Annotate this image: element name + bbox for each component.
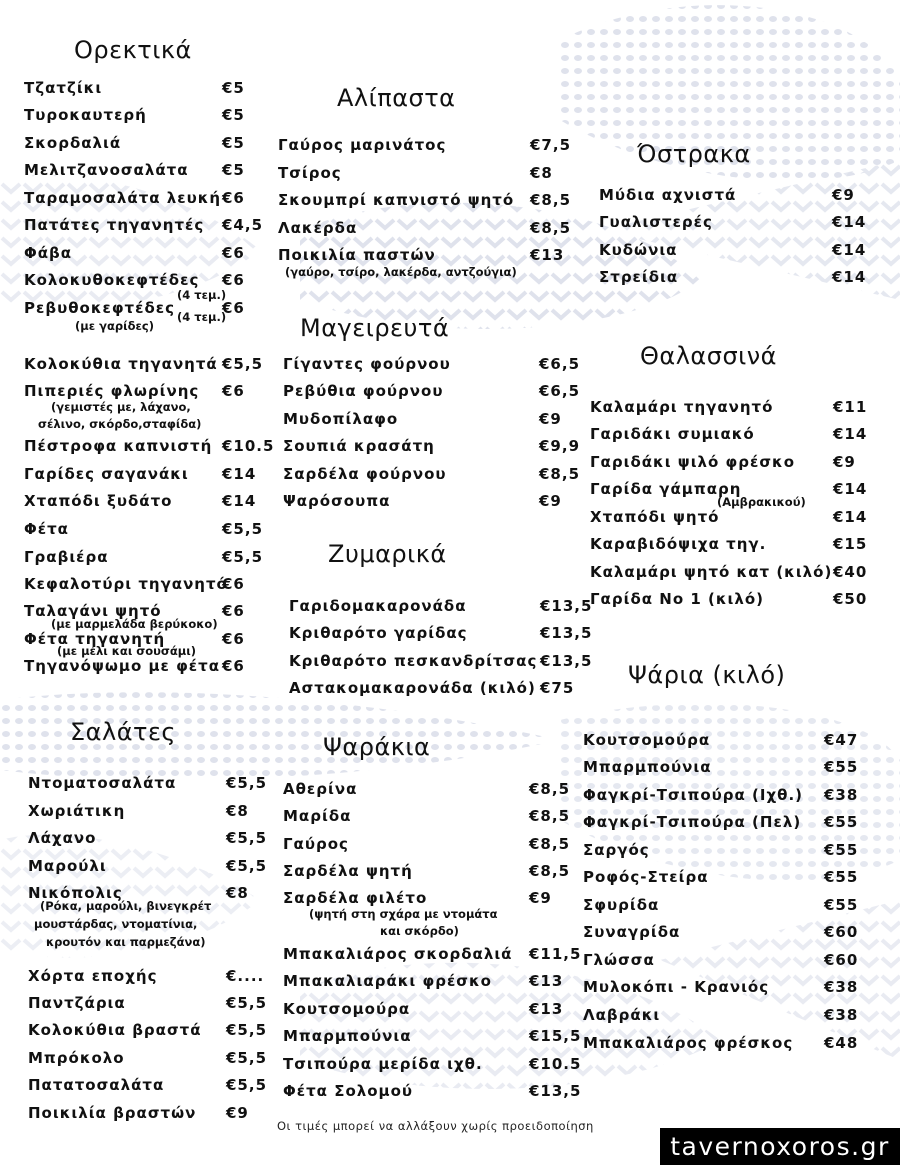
item-price: €6 bbox=[222, 244, 245, 262]
item-note: και σκόρδο) bbox=[380, 924, 459, 938]
item-price: €8,5 bbox=[529, 835, 571, 853]
item-name: Σουπιά κρασάτη bbox=[283, 437, 435, 455]
item-price: €8,5 bbox=[529, 807, 571, 825]
item-name: Γαρίδες σαγανάκι bbox=[24, 465, 189, 483]
item-name: Κριθαρότο γαρίδας bbox=[289, 624, 468, 642]
item-name: Γυαλιστερές bbox=[599, 213, 713, 231]
item-price: €38 bbox=[824, 786, 859, 804]
item-name: Σφυρίδα bbox=[583, 896, 660, 914]
item-name: Μαρίδα bbox=[283, 807, 352, 825]
item-note: (4 τεμ.) bbox=[177, 310, 227, 324]
menu-item bbox=[24, 465, 274, 485]
menu-item bbox=[24, 216, 264, 236]
menu-item bbox=[590, 590, 868, 610]
item-name: Λάχανο bbox=[28, 829, 97, 847]
item-price: €9 bbox=[833, 453, 856, 471]
menu-item bbox=[283, 889, 583, 909]
item-name: Μπακαλιάρος φρέσκος bbox=[583, 1034, 794, 1052]
item-name: Φαγκρί-Τσιπούρα (Πελ) bbox=[583, 813, 802, 831]
item-name: Κουτσομούρα bbox=[283, 1000, 411, 1018]
item-price: €7,5 bbox=[530, 136, 572, 154]
item-name: Γαύρος bbox=[283, 835, 349, 853]
menu-item bbox=[590, 508, 868, 528]
item-price: €13,5 bbox=[540, 597, 593, 615]
item-name: Ποικιλία βραστών bbox=[28, 1104, 197, 1122]
item-name: Φέτα τηγανητή bbox=[24, 630, 166, 648]
item-price: €11,5 bbox=[529, 945, 582, 963]
item-name: Μύδια αχνιστά bbox=[599, 186, 737, 204]
menu-item bbox=[590, 425, 868, 445]
item-name: Σαρδέλα ψητή bbox=[283, 862, 413, 880]
menu-item bbox=[24, 134, 254, 154]
item-price: €5 bbox=[222, 134, 245, 152]
item-name: Κολοκύθια τηγανητά bbox=[24, 355, 218, 373]
item-price: €8,5 bbox=[529, 780, 571, 798]
menu-item bbox=[28, 857, 268, 877]
item-name: Χωριάτικη bbox=[28, 802, 126, 820]
item-note: μουστάρδας, ντοματίνια, bbox=[34, 917, 198, 931]
item-price: €55 bbox=[824, 841, 859, 859]
menu-item bbox=[283, 355, 583, 375]
menu-item bbox=[278, 219, 578, 239]
section-title-psarakia: Ψαράκια bbox=[323, 733, 431, 761]
item-price: €15 bbox=[833, 535, 868, 553]
item-price: €48 bbox=[824, 1034, 859, 1052]
menu-item bbox=[24, 548, 274, 568]
menu-item bbox=[599, 268, 869, 288]
item-price: €13 bbox=[530, 246, 565, 264]
item-price: €10.5 bbox=[529, 1055, 582, 1073]
item-name: Μυδοπίλαφο bbox=[283, 410, 399, 428]
menu-item bbox=[583, 1006, 873, 1026]
menu-item bbox=[278, 136, 578, 156]
item-price: €9 bbox=[539, 410, 562, 428]
menu-item bbox=[289, 624, 593, 644]
item-name: Μπρόκολο bbox=[28, 1049, 125, 1067]
item-price: €10.5 bbox=[222, 437, 275, 455]
item-note: (Ρόκα, μαρούλι, βινεγκρέτ bbox=[40, 899, 212, 913]
item-note: (γεμιστές με, λάχανο, bbox=[51, 400, 191, 414]
item-name: Χταπόδι ξυδάτο bbox=[24, 492, 173, 510]
item-name: Τηγανόψωμο με φέτα bbox=[24, 657, 221, 675]
item-price: €5 bbox=[222, 106, 245, 124]
item-price: €6 bbox=[222, 189, 245, 207]
item-price: €15,5 bbox=[529, 1027, 582, 1045]
menu-item bbox=[599, 241, 869, 261]
item-name: Χταπόδι ψητό bbox=[590, 508, 720, 526]
item-name: Στρείδια bbox=[599, 268, 679, 286]
item-price: €38 bbox=[824, 1006, 859, 1024]
menu-item bbox=[283, 807, 583, 827]
menu-item bbox=[28, 829, 268, 849]
menu-item bbox=[24, 657, 274, 677]
item-name: Ταλαγάνι ψητό bbox=[24, 602, 162, 620]
item-price: €6 bbox=[222, 602, 245, 620]
item-price: €8 bbox=[226, 802, 249, 820]
item-name: Γλώσσα bbox=[583, 951, 655, 969]
item-note: (με γαρίδες) bbox=[75, 319, 154, 333]
item-price: €5 bbox=[222, 79, 245, 97]
menu-item bbox=[24, 244, 254, 264]
menu-item bbox=[28, 1076, 268, 1096]
item-name: Παντζάρια bbox=[28, 994, 126, 1012]
item-name: Κουτσομούρα bbox=[583, 731, 711, 749]
item-price: €8,5 bbox=[529, 862, 571, 880]
menu-item bbox=[583, 813, 873, 833]
item-price: €40 bbox=[833, 563, 868, 581]
menu-item bbox=[583, 1034, 873, 1054]
menu-item bbox=[283, 862, 583, 882]
menu-item bbox=[599, 213, 869, 233]
item-price: €9 bbox=[832, 186, 855, 204]
menu-item bbox=[24, 575, 274, 595]
item-price: €14 bbox=[833, 425, 868, 443]
section-title-psaria: Ψάρια (κιλό) bbox=[628, 661, 786, 689]
section-title-thalassina: Θαλασσινά bbox=[640, 342, 778, 370]
menu-item bbox=[283, 1000, 583, 1020]
item-name: Κολοκυθοκεφτέδες bbox=[24, 271, 200, 289]
item-name: Αστακομακαρονάδα (κιλό) bbox=[289, 679, 536, 697]
item-name: Πατάτες τηγανητές bbox=[24, 216, 205, 234]
menu-item bbox=[24, 79, 254, 99]
item-name: Λαβράκι bbox=[583, 1006, 661, 1024]
item-price: €9 bbox=[226, 1104, 249, 1122]
menu-item bbox=[289, 597, 593, 617]
item-price: €5,5 bbox=[222, 355, 264, 373]
item-note: (4 τεμ.) bbox=[177, 288, 227, 302]
item-name: Πέστροφα καπνιστή bbox=[24, 437, 213, 455]
menu-item bbox=[283, 410, 583, 430]
item-name: Κολοκύθια βραστά bbox=[28, 1021, 202, 1039]
item-name: Γαρίδα γάμπαρη bbox=[590, 480, 742, 498]
menu-item bbox=[278, 164, 578, 184]
item-name: Λακέρδα bbox=[278, 219, 358, 237]
item-name: Μυλοκόπι - Κρανιός bbox=[583, 978, 770, 996]
item-price: €8,5 bbox=[530, 191, 572, 209]
item-price: €13,5 bbox=[540, 624, 593, 642]
menu-item bbox=[283, 437, 583, 457]
menu-item bbox=[583, 758, 873, 778]
item-price: €13,5 bbox=[540, 652, 593, 670]
section-title-alipasta: Αλίπαστα bbox=[337, 84, 456, 112]
item-price: €8,5 bbox=[539, 465, 581, 483]
item-price: €6 bbox=[222, 657, 245, 675]
menu-item bbox=[583, 841, 873, 861]
item-name: Ντοματοσαλάτα bbox=[28, 774, 177, 792]
item-price: €8 bbox=[226, 884, 249, 902]
item-name: Μελιτζανοσαλάτα bbox=[24, 161, 189, 179]
item-name: Καραβιδόψιχα τηγ. bbox=[590, 535, 767, 553]
menu-item bbox=[283, 780, 583, 800]
menu-item bbox=[289, 679, 589, 699]
item-name: Κεφαλοτύρι τηγανητό bbox=[24, 575, 228, 593]
item-name: Σαρδέλα φούρνου bbox=[283, 465, 447, 483]
item-name: Ποικιλία παστών bbox=[278, 246, 436, 264]
item-price: €5,5 bbox=[222, 548, 264, 566]
item-name: Σαρδέλα φιλέτο bbox=[283, 889, 428, 907]
item-note: (με μαρμελάδα βερύκοκο) bbox=[51, 617, 218, 631]
item-name: Πιπεριές φλωρίνης bbox=[24, 382, 200, 400]
item-price: €75 bbox=[540, 679, 575, 697]
item-name: Ροφός-Στείρα bbox=[583, 868, 709, 886]
menu-item bbox=[283, 382, 583, 402]
item-name: Τζατζίκι bbox=[24, 79, 103, 97]
item-name: Μπαρμπούνια bbox=[583, 758, 712, 776]
menu-item bbox=[283, 465, 583, 485]
item-price: €.... bbox=[226, 967, 265, 985]
item-name: Σκουμπρί καπνιστό ψητό bbox=[278, 191, 515, 209]
menu-item bbox=[289, 652, 593, 672]
item-note: (ψητή στη σχάρα με ντομάτα bbox=[309, 907, 498, 921]
item-price: €5,5 bbox=[226, 1049, 268, 1067]
item-name: Μπακαλιάρος σκορδαλιά bbox=[283, 945, 513, 963]
item-price: €5,5 bbox=[226, 1021, 268, 1039]
item-price: €5,5 bbox=[226, 857, 268, 875]
item-price: €9 bbox=[539, 492, 562, 510]
section-title-salates: Σαλάτες bbox=[70, 718, 177, 746]
menu-item bbox=[599, 186, 869, 206]
menu-item bbox=[24, 355, 274, 375]
item-price: €50 bbox=[833, 590, 868, 608]
menu-item bbox=[283, 945, 593, 965]
menu-item bbox=[283, 1055, 593, 1075]
item-name: Χόρτα εποχής bbox=[28, 967, 158, 985]
item-name: Καλαμάρι ψητό κατ (κιλό) bbox=[590, 563, 833, 581]
item-price: €6 bbox=[222, 299, 245, 317]
menu-item bbox=[590, 398, 868, 418]
item-name: Συναγρίδα bbox=[583, 923, 681, 941]
item-price: €55 bbox=[824, 868, 859, 886]
item-name: Φαγκρί-Τσιπούρα (Ιχθ.) bbox=[583, 786, 804, 804]
menu-item bbox=[24, 520, 274, 540]
menu-item bbox=[28, 802, 268, 822]
item-price: €5,5 bbox=[222, 520, 264, 538]
item-price: €6 bbox=[222, 630, 245, 648]
item-price: €6 bbox=[222, 575, 245, 593]
menu-item bbox=[28, 1021, 268, 1041]
menu-item bbox=[278, 246, 578, 266]
item-name: Γαύρος μαρινάτος bbox=[278, 136, 447, 154]
menu-item bbox=[590, 453, 865, 473]
item-name: Φέτα Σολομού bbox=[283, 1082, 414, 1100]
item-name: Σαργός bbox=[583, 841, 650, 859]
item-price: €8 bbox=[530, 164, 553, 182]
item-price: €9,9 bbox=[539, 437, 581, 455]
item-price: €5,5 bbox=[226, 829, 268, 847]
menu-item bbox=[583, 731, 873, 751]
section-title-zymarika: Ζυμαρικά bbox=[328, 540, 447, 568]
item-name: Γίγαντες φούρνου bbox=[283, 355, 451, 373]
item-price: €6,5 bbox=[539, 355, 581, 373]
item-name: Πατατοσαλάτα bbox=[28, 1076, 165, 1094]
item-price: €13 bbox=[529, 972, 564, 990]
item-price: €14 bbox=[833, 508, 868, 526]
website-badge: tavernoxoros.gr bbox=[660, 1128, 900, 1165]
item-name: Φέτα bbox=[24, 520, 69, 538]
item-price: €6 bbox=[222, 382, 245, 400]
item-price: €55 bbox=[824, 896, 859, 914]
item-price: €14 bbox=[832, 268, 867, 286]
item-note: κρουτόν και παρμεζάνα) bbox=[46, 935, 206, 949]
item-name: Κριθαρότο πεσκανδρίτσας bbox=[289, 652, 538, 670]
menu-item bbox=[590, 563, 868, 583]
menu-item bbox=[583, 868, 873, 888]
item-price: €6,5 bbox=[539, 382, 581, 400]
item-price: €5,5 bbox=[226, 774, 268, 792]
menu-item bbox=[24, 492, 274, 512]
item-name: Μπακαλιαράκι φρέσκο bbox=[283, 972, 492, 990]
item-price: €11 bbox=[833, 398, 868, 416]
item-price: €9 bbox=[529, 889, 552, 907]
item-note: (με μέλι και σουσάμι) bbox=[57, 644, 196, 658]
item-name: Νικόπολις bbox=[28, 884, 123, 902]
item-name: Ρεβυθοκεφτέδες bbox=[24, 299, 176, 317]
menu-item bbox=[283, 1027, 593, 1047]
item-price: €6 bbox=[222, 271, 245, 289]
item-price: €14 bbox=[833, 480, 868, 498]
item-name: Γαριδάκι συμιακό bbox=[590, 425, 755, 443]
menu-item bbox=[28, 994, 268, 1014]
item-price: €55 bbox=[824, 758, 859, 776]
menu-item bbox=[583, 951, 873, 971]
item-name: Ταραμοσαλάτα λευκή bbox=[24, 189, 222, 207]
item-price: €5 bbox=[222, 161, 245, 179]
item-note: (Αμβρακικού) bbox=[717, 495, 806, 509]
item-name: Αθερίνα bbox=[283, 780, 358, 798]
menu-item bbox=[24, 382, 254, 402]
section-title-mageirefta: Μαγειρευτά bbox=[300, 314, 450, 342]
item-name: Γαριδάκι ψιλό φρέσκο bbox=[590, 453, 796, 471]
item-name: Μαρούλι bbox=[28, 857, 107, 875]
menu-item bbox=[583, 896, 873, 916]
menu-item bbox=[583, 786, 873, 806]
item-name: Γαριδομακαρονάδα bbox=[289, 597, 467, 615]
item-price: €47 bbox=[824, 731, 859, 749]
item-price: €14 bbox=[832, 241, 867, 259]
item-name: Τυροκαυτερή bbox=[24, 106, 147, 124]
menu-item bbox=[28, 1104, 268, 1124]
section-title-orektika: Ορεκτικά bbox=[74, 36, 192, 64]
item-name: Ρεβύθια φούρνου bbox=[283, 382, 444, 400]
item-name: Γραβιέρα bbox=[24, 548, 109, 566]
menu-item bbox=[24, 106, 254, 126]
section-title-ostraka: Όστρακα bbox=[637, 140, 751, 168]
price-disclaimer: Οι τιμές μπορεί να αλλάξουν χωρίς προειδοποίηση bbox=[277, 1119, 594, 1133]
item-price: €55 bbox=[824, 813, 859, 831]
menu-item bbox=[28, 967, 268, 987]
item-name: Γαρίδα Νο 1 (κιλό) bbox=[590, 590, 765, 608]
menu-item bbox=[583, 923, 873, 943]
menu-item bbox=[283, 972, 583, 992]
item-price: €60 bbox=[824, 923, 859, 941]
item-price: €5,5 bbox=[226, 1076, 268, 1094]
menu-item bbox=[283, 1082, 593, 1102]
item-price: €14 bbox=[222, 465, 257, 483]
item-price: €13,5 bbox=[529, 1082, 582, 1100]
menu-item bbox=[278, 191, 578, 211]
item-price: €14 bbox=[222, 492, 257, 510]
item-price: €5,5 bbox=[226, 994, 268, 1012]
menu-item bbox=[24, 437, 274, 457]
menu-item bbox=[24, 161, 254, 181]
menu-item bbox=[28, 774, 268, 794]
menu-item bbox=[590, 535, 868, 555]
item-name: Σκορδαλιά bbox=[24, 134, 122, 152]
item-name: Φάβα bbox=[24, 244, 73, 262]
item-price: €4,5 bbox=[222, 216, 264, 234]
item-name: Ψαρόσουπα bbox=[283, 492, 391, 510]
item-price: €14 bbox=[832, 213, 867, 231]
item-name: Μπαρμπούνια bbox=[283, 1027, 412, 1045]
item-price: €60 bbox=[824, 951, 859, 969]
item-name: Τσιπούρα μερίδα ιχθ. bbox=[283, 1055, 483, 1073]
item-note: σέλινο, σκόρδο,σταφίδα) bbox=[38, 417, 202, 431]
item-price: €38 bbox=[824, 978, 859, 996]
item-name: Καλαμάρι τηγανητό bbox=[590, 398, 774, 416]
menu-item bbox=[583, 978, 873, 998]
item-name: Τσίρος bbox=[278, 164, 342, 182]
menu-item bbox=[24, 189, 254, 209]
item-price: €13 bbox=[529, 1000, 564, 1018]
item-price: €8,5 bbox=[530, 219, 572, 237]
menu-item bbox=[283, 492, 583, 512]
menu-item bbox=[283, 835, 583, 855]
item-note: (γαύρο, τσίρο, λακέρδα, αντζούγια) bbox=[285, 265, 517, 279]
item-name: Κυδώνια bbox=[599, 241, 678, 259]
menu-item bbox=[28, 1049, 268, 1069]
